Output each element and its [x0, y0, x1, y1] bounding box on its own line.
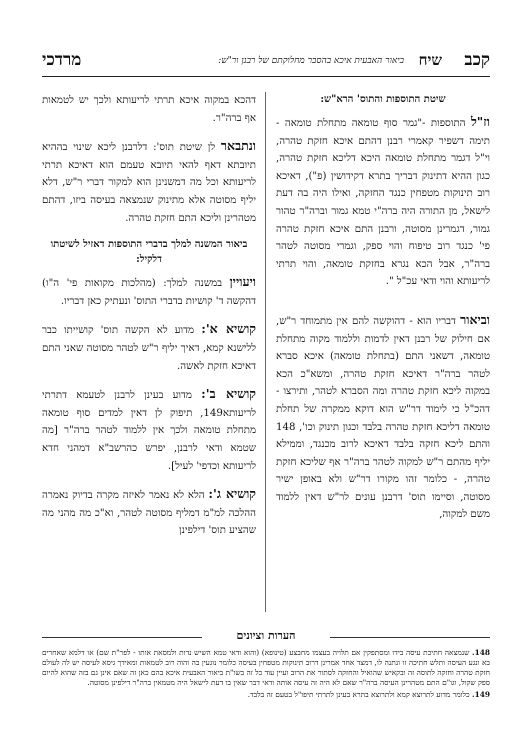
siman-number: שיח: [418, 51, 442, 69]
opening-word: ויעויין: [229, 274, 256, 290]
footnote-149: [42, 690, 490, 700]
footnotes-title: הערות וציונים: [236, 629, 296, 642]
paragraph-text: הלא לא נאמר לאיזה מקרה בדיוק נאמרה ההלכה למ"מ דמליף מסוטה לטהר, וא"כ מה מהני מה שהציע תוס' דילפינן: [42, 490, 256, 537]
footnote-number: 149.: [471, 690, 490, 699]
question-2: [42, 385, 256, 475]
footnote-text: כלומר מדוע לתרוצא קמא ולתרוצא בתרא בעינן לתרתי תיפו"ל בטעם זה בלבד.: [247, 690, 470, 699]
paragraph: [276, 311, 490, 524]
footnote-text: שנמצאה חתיכת עיסה בידו ומסתפקין אם תלויה בעצמו מחבצע (טינופא) (והוא ודאי טמא השיש נדות ולמסאת אותו - לפר"ת שם) או דלמא שאחרים בא ונגע העיסה ותלש חתיכה זו ונתנה לו, דמצד אחד אמרינן דרוב תינוקות מטפחין בעיסה כלומר נוגעין בה והוה רוב לטמאות ומאידך גיסא לעיסה יש לה לעולם חזקת טהרה וחזקה לתוסה זה ובקאיש שהואיל והחזקה לסתור את הרוב ועיין עוד כל זה בשו"ת ביאור האבעית איכא בהם כאן זה שאם אינן גם בזה שהוא להיום ספק שקול, וגו"ם התם מטהרינן העיסה ברה"ר שאם לא היה זה עיסה אותה ודאי דבר שאין בו דעת לישאל היה מטמאין ברה"ר דילפינן מסוטה.: [42, 648, 490, 687]
left-column: [42, 92, 256, 550]
footnote-number: 148.: [471, 648, 490, 657]
header-rule: [42, 76, 490, 77]
paragraph-text: במשנה למלך: (מהלכות מקואות פי' ה"ו) דהקשה ד' קושיות בדברי התוס' ונעתיק כאן דבריו.: [42, 278, 256, 307]
paragraph-text: מדוע בעינן לרבנן לטעמא דתרתי לריעותא149, תיפוק לן דאין למדים סוף טומאה מתחלת טומאה ולכך אין ללמוד לטהר ברה"ר [מה שטמא ודאי לרבנן, יפרש כהרשב"א דמהני חדא לריעותא וכדפי' לעיל].: [42, 390, 256, 472]
paragraph: [42, 137, 256, 227]
divider: [42, 637, 202, 638]
opening-word: ובי‎אור: [460, 311, 490, 327]
question-label: קושיא א':: [201, 321, 256, 337]
footnotes: [42, 648, 490, 702]
book-title: מרדכי: [42, 50, 82, 70]
paragraph-text: מדוע לא הקשה תוס' קושייתו כבר ללישנא קמא, דאיך יליף ר"ש לטהר מסוטה שאני התם דאיכא חזקת לאשה.: [42, 325, 256, 372]
paragraph-text: התוספות -"גמר סוף טומאה מתחלת טומאה - תימה דשפיר קאמרי רבנן דהתם איכא חזקת טהרה, וי"ל דגמר מתחלת טומאה היכא דליכא חזקת טהרה, כגון ההיא דתינוק דבריך בתרא דקידושין (פ"), דאיכא רוב תינוקות מטפחין כנגד החזקה, ואילו היה בה דעת לישאל, מן התורה היה ברה"י טמא גמור וברה"ר טהור גמור, דגמרינן מסוטה, ורבנן התם איכא חזקת טהרה פי' כנגד רוב טיפוח והוי ספק, וגמרי מסוטה לטהר ברה"ר, אבל הכא נגרא בחזקת טומאה, והוי תרתי לריעותא והוי ודאי עכ"ל ".: [276, 118, 490, 288]
header-subtitle: ביאור האבעית איכא בהסבר מחלוקתם של רבנן ור"ש:: [218, 56, 404, 66]
paragraph: [42, 273, 256, 310]
opening-word: וז"ל: [470, 114, 490, 129]
paragraph-text: לן שיטת תוס': דלרבנן ליכא שינוי בההיא תיובתא דאף להאי תיובא טעמם הוא דאיכא תרתי לריעותא וכל מה דמשנינן הוא למקור דברי ר"ש, דלא יליף מסוטה אלא מתינוק שנמצאה בעיסה ביזו, דהתם מטהרינן וליכא התם חזקת טהרה.: [42, 142, 256, 224]
paragraph-text: דהכא במקוה איכא תרתי לריעותא ולכך יש לטמאות אף ברה"ר.: [42, 95, 256, 124]
footnote-148: [42, 648, 490, 688]
running-header: [42, 50, 490, 72]
question-1: [42, 320, 256, 375]
paragraph-text: דבריו הוא - דהוקשה להם אין מתמוחד ר"ש, אם חילוק של רבנן דאין לדמות וללמוד מקוה מתחלת טומאה, דשאני התם (בתחלת טומאה) איכא סברא לטהר ברה"ר דאיכא חזקת טהרה, ומשא"כ הכא במקוה ליכא חזקת טהרה ומה הסברא לטהר, ותירצו - דהכ"ל כי לימוד דר"ש הוא דוקא ממקרה של תחלת טומאה דליכא חזקת טהרה בלבד וכגון תינוק וכו', 148 והתם ליכא חזקה בלבד דאיכא לרוב מכנגד, וממילא יליף מהתם ר"ש למקוה לטהר ברה"ר אף שליכא חזקת טהרה, - כלומר זהו מקורו דר"ש ולא באופן ישיר מסוטה, וסיימו תוס' דרבנן עונים לר"ש דאין ללמוד משם למקוה,: [276, 315, 490, 521]
question-3: [42, 485, 256, 540]
section-title: ביאור המשנה למלך בדברי התוספות דאזיל לשיטתו דלקיל:: [50, 239, 248, 266]
column-divider: [265, 92, 266, 612]
section-title: שיטת התוספות והתוס' הרא"ש:: [320, 94, 446, 105]
question-label: קושיא ב':: [201, 386, 256, 402]
page-number: קכב: [464, 50, 490, 70]
opening-word: ונתבאר: [220, 138, 256, 154]
question-label: קושיא ג':: [208, 486, 256, 502]
footnotes-header: [42, 629, 490, 647]
paragraph: [276, 113, 490, 291]
right-column: [276, 92, 490, 534]
